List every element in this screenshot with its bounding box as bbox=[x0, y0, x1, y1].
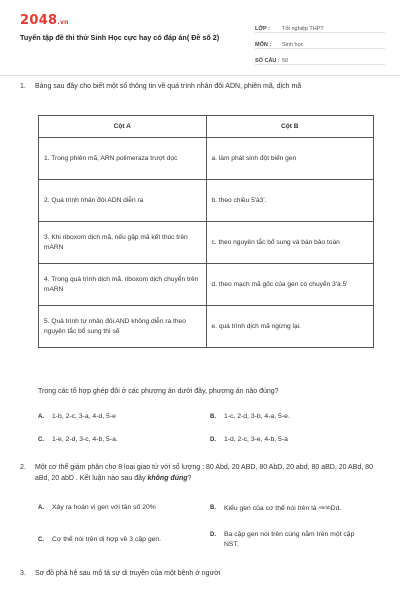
column-b-header: Cột B bbox=[206, 116, 374, 138]
meta-value: Sinh học bbox=[282, 42, 304, 48]
question-2 bbox=[20, 463, 380, 484]
option-text: Ba cặp gen nói trên cùng nằm trên một cặp NST. bbox=[224, 531, 355, 548]
table-row bbox=[39, 264, 374, 306]
table-row bbox=[39, 180, 374, 222]
option-c[interactable] bbox=[38, 535, 161, 545]
table-cell-a: 3. Khi riboxom dịch mã, nếu gặp mã kết thúc trên mARN bbox=[39, 222, 207, 264]
table-row bbox=[39, 138, 374, 180]
option-b[interactable] bbox=[210, 503, 341, 514]
table-cell-a: 2. Quá trình nhân đôi ADN diễn ra bbox=[39, 180, 207, 222]
question-number: 3. bbox=[20, 570, 26, 577]
header bbox=[0, 0, 400, 72]
option-b[interactable] bbox=[210, 412, 290, 422]
meta-value: 50 bbox=[282, 58, 289, 64]
document-meta bbox=[255, 17, 385, 65]
question-text: Sơ đồ phả hệ sau mô tả sự di truyền của một bệnh ở người bbox=[35, 570, 221, 577]
meta-key: LỚP : bbox=[255, 26, 270, 32]
option-letter: D. bbox=[210, 532, 216, 538]
table-header-row bbox=[39, 116, 374, 138]
option-letter: A. bbox=[38, 414, 44, 420]
option-text: 1-c, 2-d, 3-b, 4-a, 5-e. bbox=[224, 413, 290, 420]
question-number: 2. bbox=[20, 464, 26, 471]
document-title: Tuyển tập đề thi thử Sinh Học cực hay có đáp án( Đề số 2) bbox=[20, 33, 220, 42]
meta-row-class bbox=[255, 17, 385, 33]
genotype-fraction: AB/ab bbox=[318, 505, 331, 510]
option-d[interactable] bbox=[210, 435, 288, 445]
option-letter: C. bbox=[38, 537, 44, 543]
option-letter: B. bbox=[210, 414, 216, 420]
table-cell-b: d. theo mạch mã gốc của gen có chuyển 3'à 5' bbox=[206, 264, 374, 306]
table-cell-a: 5. Quá trình tự nhân đôi AND không diễn ra theo nguyên tắc bổ sung thì sẽ bbox=[39, 306, 207, 348]
meta-key: MÔN : bbox=[255, 42, 272, 48]
option-letter: C. bbox=[38, 437, 44, 443]
table-cell-b: a. làm phát sinh đột biến gen bbox=[206, 138, 374, 180]
question-text: Bảng sau đây cho biết một số thông tin về quá trình nhân đôi ADN, phiên mã, dịch mã bbox=[35, 83, 302, 90]
option-a[interactable] bbox=[38, 503, 156, 513]
table-cell-b: c. theo nguyên tắc bổ sung và bán bảo toàn bbox=[206, 222, 374, 264]
meta-row-subject bbox=[255, 33, 385, 49]
table-cell-b: e. quá trình dịch mã ngừng lại. bbox=[206, 306, 374, 348]
emphasis-text: không đúng bbox=[147, 474, 188, 482]
option-text: Cơ thể nói trên dị hợp về 3 cặp gen. bbox=[52, 536, 162, 543]
option-letter: B. bbox=[210, 505, 216, 511]
option-text: 1-b, 2-c, 3-a, 4-d, 5-e bbox=[52, 413, 116, 420]
option-letter: A. bbox=[38, 505, 44, 511]
meta-value: Tốt nghiệp THPT bbox=[282, 26, 324, 32]
table-cell-a: 4. Trong quá trình dịch mã, riboxom dịch chuyển trên mARN bbox=[39, 264, 207, 306]
option-letter: D. bbox=[210, 437, 216, 443]
meta-row-count bbox=[255, 49, 385, 65]
option-c[interactable] bbox=[38, 435, 118, 445]
header-divider bbox=[0, 75, 400, 76]
question-1 bbox=[20, 82, 380, 93]
column-a-header: Cột A bbox=[39, 116, 207, 138]
table-cell-a: 1. Trong phiên mã, ARN polimeraza trượt dọc bbox=[39, 138, 207, 180]
table-row bbox=[39, 306, 374, 348]
option-text: 1-d, 2-c, 3-e, 4-b, 5-a bbox=[224, 436, 288, 443]
table-cell-b: b. theo chiều 5'à3'. bbox=[206, 180, 374, 222]
question-text: Một cơ thể giảm phân cho 8 loại giao tử với số lượng : 80 Abd, 20 ABD, 80 AbD, 20 abd, 80 aBD, 20 ABd, 80 aBd, 20 abD . Kết luận nào sau đây không đúng? bbox=[35, 464, 373, 482]
option-text: Xảy ra hoán vị gen với tần số 20% bbox=[52, 504, 156, 511]
option-d[interactable] bbox=[210, 530, 369, 550]
question-3 bbox=[20, 569, 380, 580]
meta-key: SỐ CÂU : bbox=[255, 58, 280, 64]
option-text: 1-e, 2-d, 3-c, 4-b, 5-a. bbox=[52, 436, 118, 443]
question-1-prompt: Trong các tổ hợp ghép đôi ở các phương án dưới đây, phương án nào đúng? bbox=[38, 388, 279, 395]
table-row bbox=[39, 222, 374, 264]
site-logo[interactable]: 2048.vn bbox=[20, 13, 69, 28]
question-number: 1. bbox=[20, 83, 26, 90]
option-a[interactable] bbox=[38, 412, 116, 422]
option-text: Kiểu gen của cơ thể nói trên là AB/abDd. bbox=[224, 504, 342, 512]
matching-table bbox=[38, 115, 374, 348]
